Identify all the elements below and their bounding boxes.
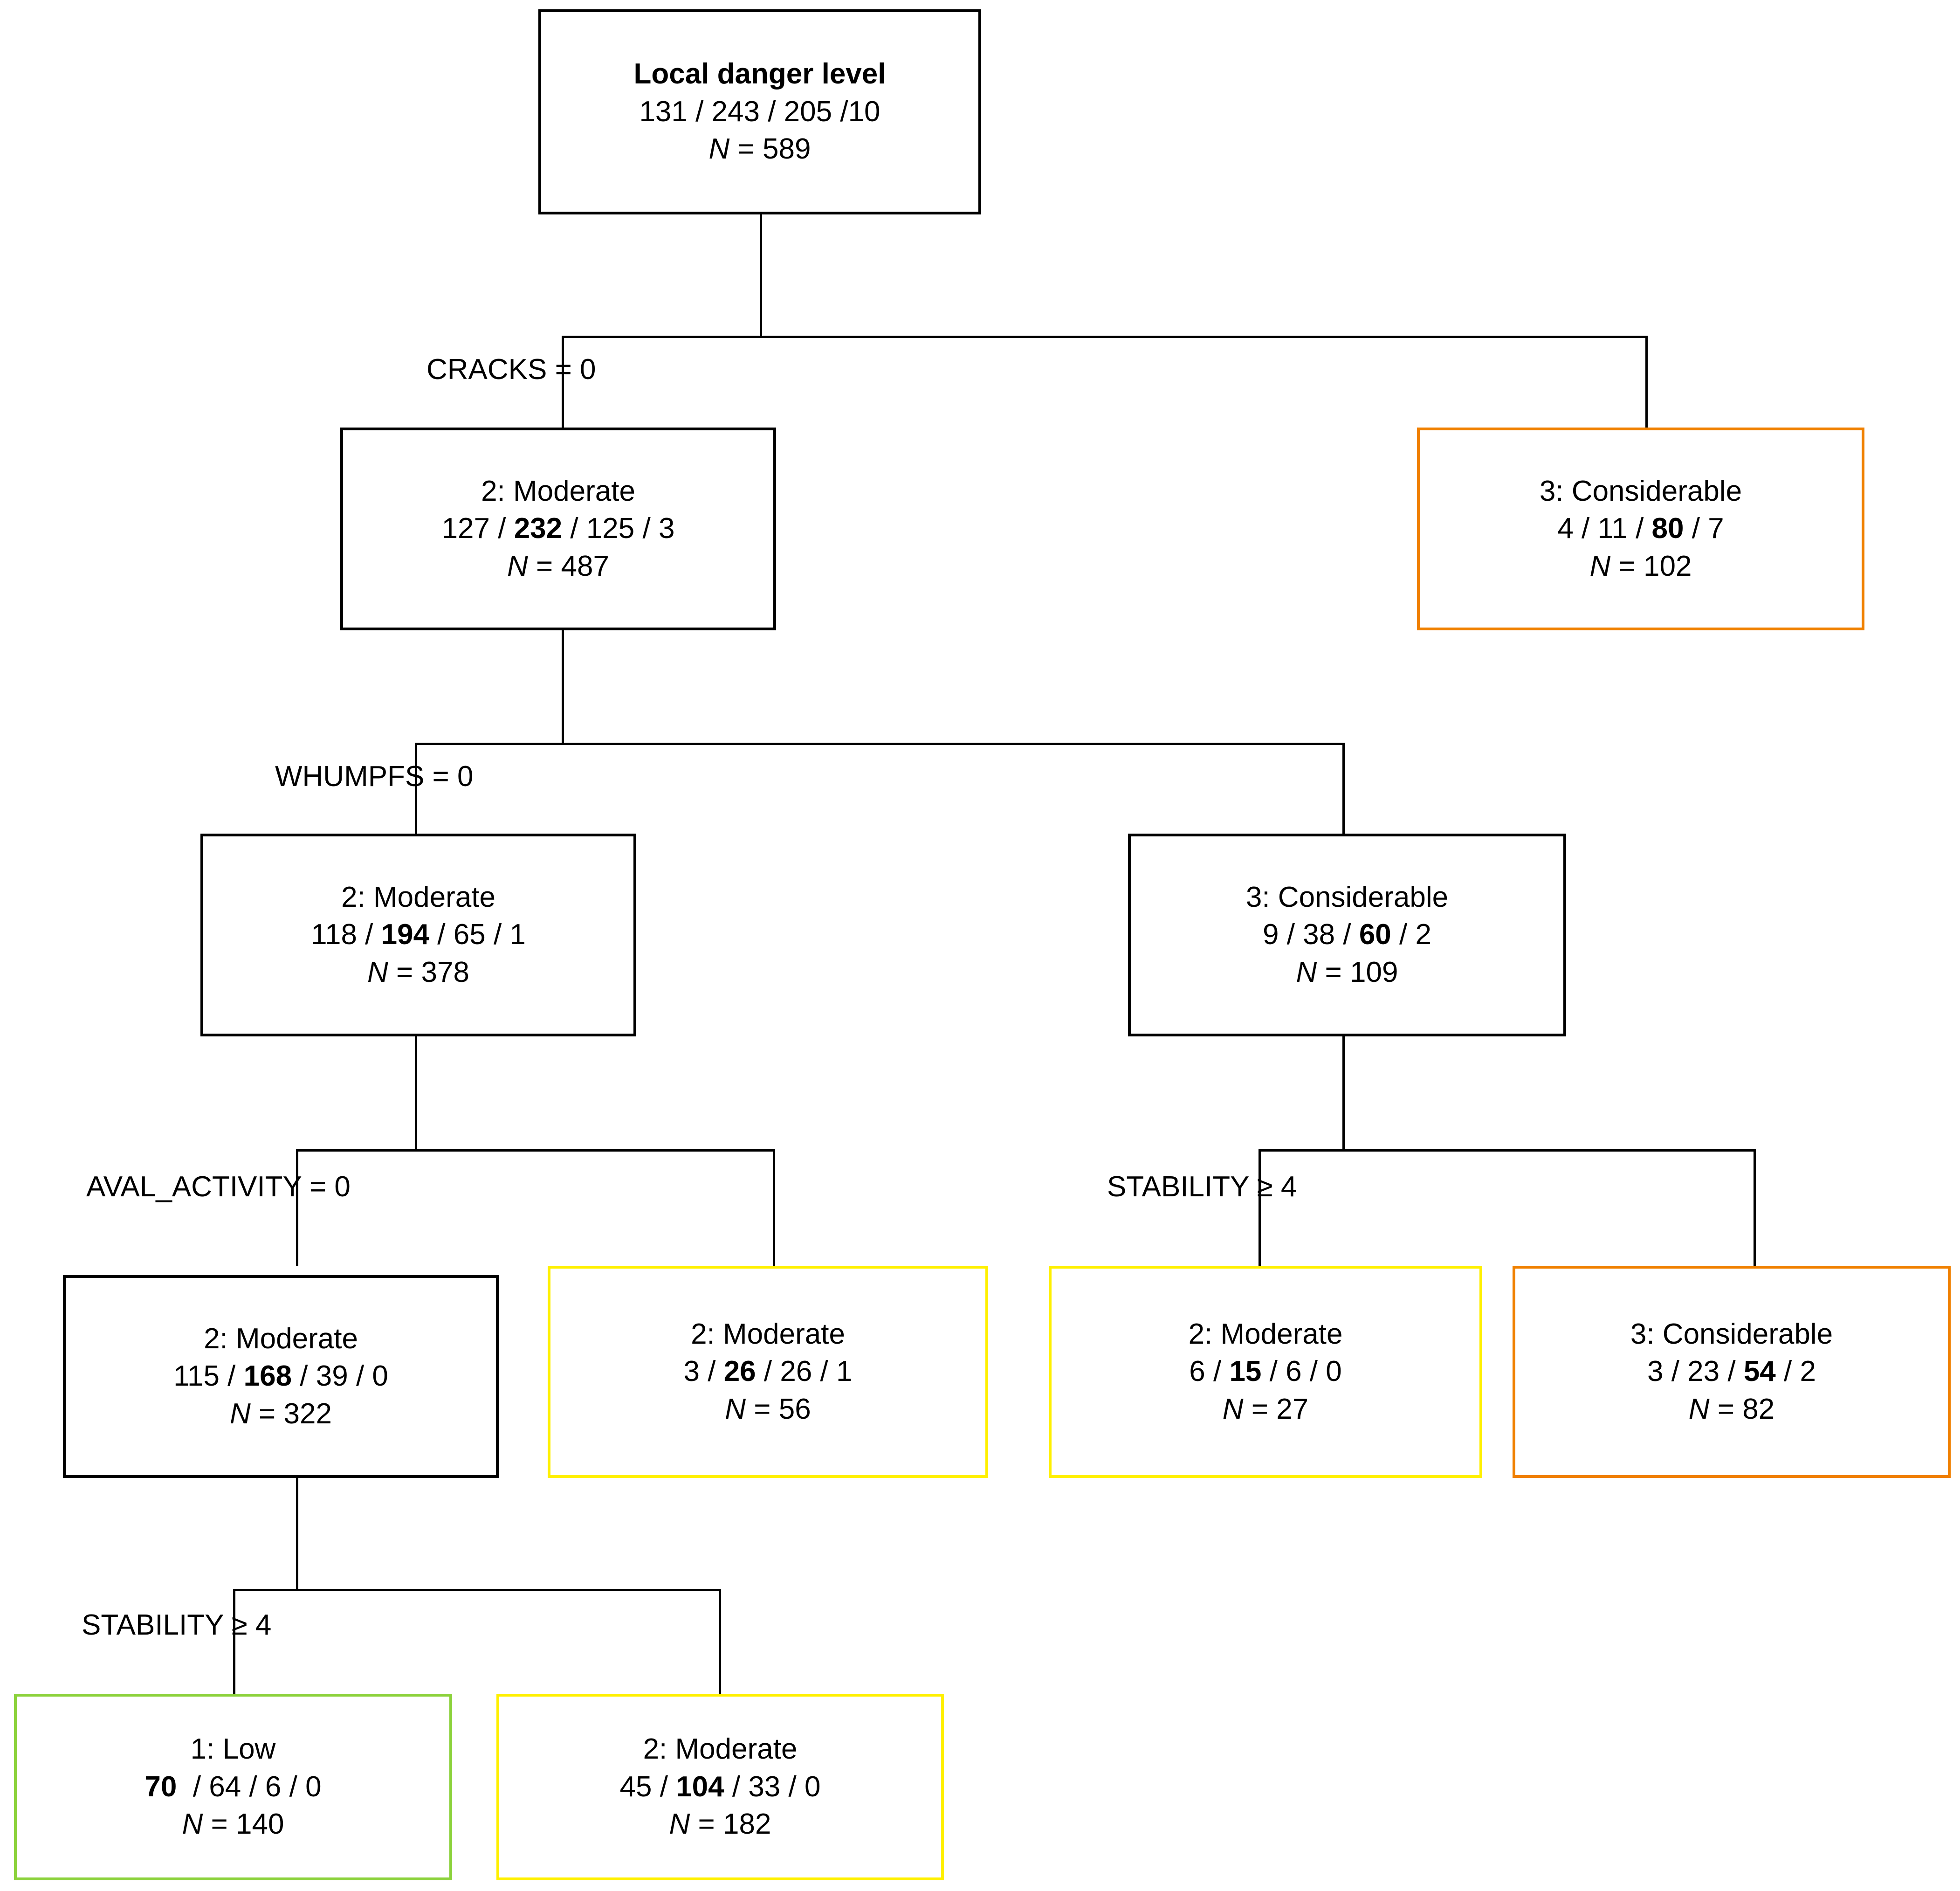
edge-moderate378-to-right	[773, 1149, 775, 1266]
node-moderate-27-title: 2: Moderate	[1188, 1318, 1343, 1350]
split-label-whumpfs: WHUMPFS = 0	[275, 760, 474, 793]
node-low-140-title: 1: Low	[190, 1733, 276, 1766]
node-moderate-487[interactable]	[340, 428, 776, 630]
edge-moderate378-bar	[296, 1149, 774, 1152]
node-moderate-378[interactable]	[200, 834, 636, 1036]
edge-moderate487-stem	[562, 629, 564, 744]
edge-moderate378-to-left	[296, 1149, 298, 1266]
edge-moderate322-stem	[296, 1478, 298, 1590]
node-considerable-102-counts: 4 / 11 / 80 / 7	[1557, 512, 1724, 545]
split-label-stability-left: STABILITY ≥ 4	[82, 1609, 272, 1641]
node-moderate-378-n: N = 378	[367, 956, 469, 988]
node-moderate-182-n: N = 182	[669, 1808, 771, 1841]
node-considerable-102-n: N = 102	[1589, 550, 1692, 582]
node-considerable-82-counts: 3 / 23 / 54 / 2	[1647, 1355, 1816, 1388]
node-considerable-82-n: N = 82	[1688, 1393, 1775, 1425]
edge-considerable109-stem	[1342, 1036, 1345, 1150]
split-label-stability-right: STABILITY ≥ 4	[1107, 1171, 1297, 1203]
node-root-title: Local danger level	[633, 58, 886, 90]
node-moderate-487-counts: 127 / 232 / 125 / 3	[441, 512, 675, 545]
node-moderate-27-counts: 6 / 15 / 6 / 0	[1189, 1355, 1342, 1388]
split-label-aval-activity: AVAL_ACTIVITY = 0	[86, 1171, 351, 1203]
node-moderate-182-counts: 45 / 104 / 33 / 0	[619, 1770, 821, 1803]
node-moderate-322[interactable]	[63, 1275, 499, 1478]
edge-root-stem	[760, 214, 762, 337]
edge-moderate487-to-right	[1342, 743, 1345, 834]
node-moderate-56[interactable]	[548, 1266, 988, 1478]
node-root-counts: 131 / 243 / 205 /10	[639, 95, 880, 128]
node-considerable-82-title: 3: Considerable	[1630, 1318, 1833, 1350]
node-considerable-109-n: N = 109	[1296, 956, 1398, 988]
node-considerable-109-counts: 9 / 38 / 60 / 2	[1263, 918, 1431, 951]
edge-moderate487-bar	[415, 743, 1344, 745]
edge-considerable109-to-right	[1754, 1149, 1756, 1266]
edge-root-bar	[562, 336, 1648, 338]
node-considerable-102[interactable]	[1417, 428, 1864, 630]
node-moderate-378-counts: 118 / 194 / 65 / 1	[311, 918, 526, 951]
edge-considerable109-to-left	[1259, 1149, 1261, 1266]
node-moderate-322-n: N = 322	[230, 1397, 332, 1430]
node-moderate-182-title: 2: Moderate	[643, 1733, 798, 1766]
node-considerable-102-title: 3: Considerable	[1539, 475, 1742, 507]
node-considerable-109[interactable]	[1128, 834, 1566, 1036]
node-moderate-182[interactable]	[496, 1694, 944, 1880]
edge-considerable109-bar	[1259, 1149, 1755, 1152]
node-moderate-378-title: 2: Moderate	[341, 881, 495, 913]
node-moderate-56-title: 2: Moderate	[691, 1318, 845, 1350]
node-low-140-counts: 70 / 64 / 6 / 0	[144, 1770, 322, 1803]
split-label-cracks: CRACKS = 0	[426, 353, 596, 386]
node-moderate-27[interactable]	[1049, 1266, 1482, 1478]
node-low-140-n: N = 140	[182, 1808, 284, 1841]
edge-moderate322-to-right	[719, 1589, 721, 1694]
node-moderate-27-n: N = 27	[1222, 1393, 1309, 1425]
edge-root-to-right	[1645, 336, 1648, 428]
node-considerable-82[interactable]	[1513, 1266, 1951, 1478]
node-moderate-56-n: N = 56	[725, 1393, 811, 1425]
node-moderate-487-title: 2: Moderate	[481, 475, 635, 507]
edge-moderate322-bar	[233, 1589, 720, 1591]
node-moderate-487-n: N = 487	[507, 550, 609, 582]
node-moderate-322-title: 2: Moderate	[204, 1322, 358, 1355]
node-root-n: N = 589	[708, 133, 811, 166]
node-low-140[interactable]	[14, 1694, 452, 1880]
edge-moderate378-stem	[415, 1036, 417, 1150]
node-considerable-109-title: 3: Considerable	[1245, 881, 1449, 913]
node-root[interactable]	[538, 9, 981, 214]
node-moderate-56-counts: 3 / 26 / 26 / 1	[683, 1355, 853, 1388]
node-moderate-322-counts: 115 / 168 / 39 / 0	[173, 1360, 388, 1393]
